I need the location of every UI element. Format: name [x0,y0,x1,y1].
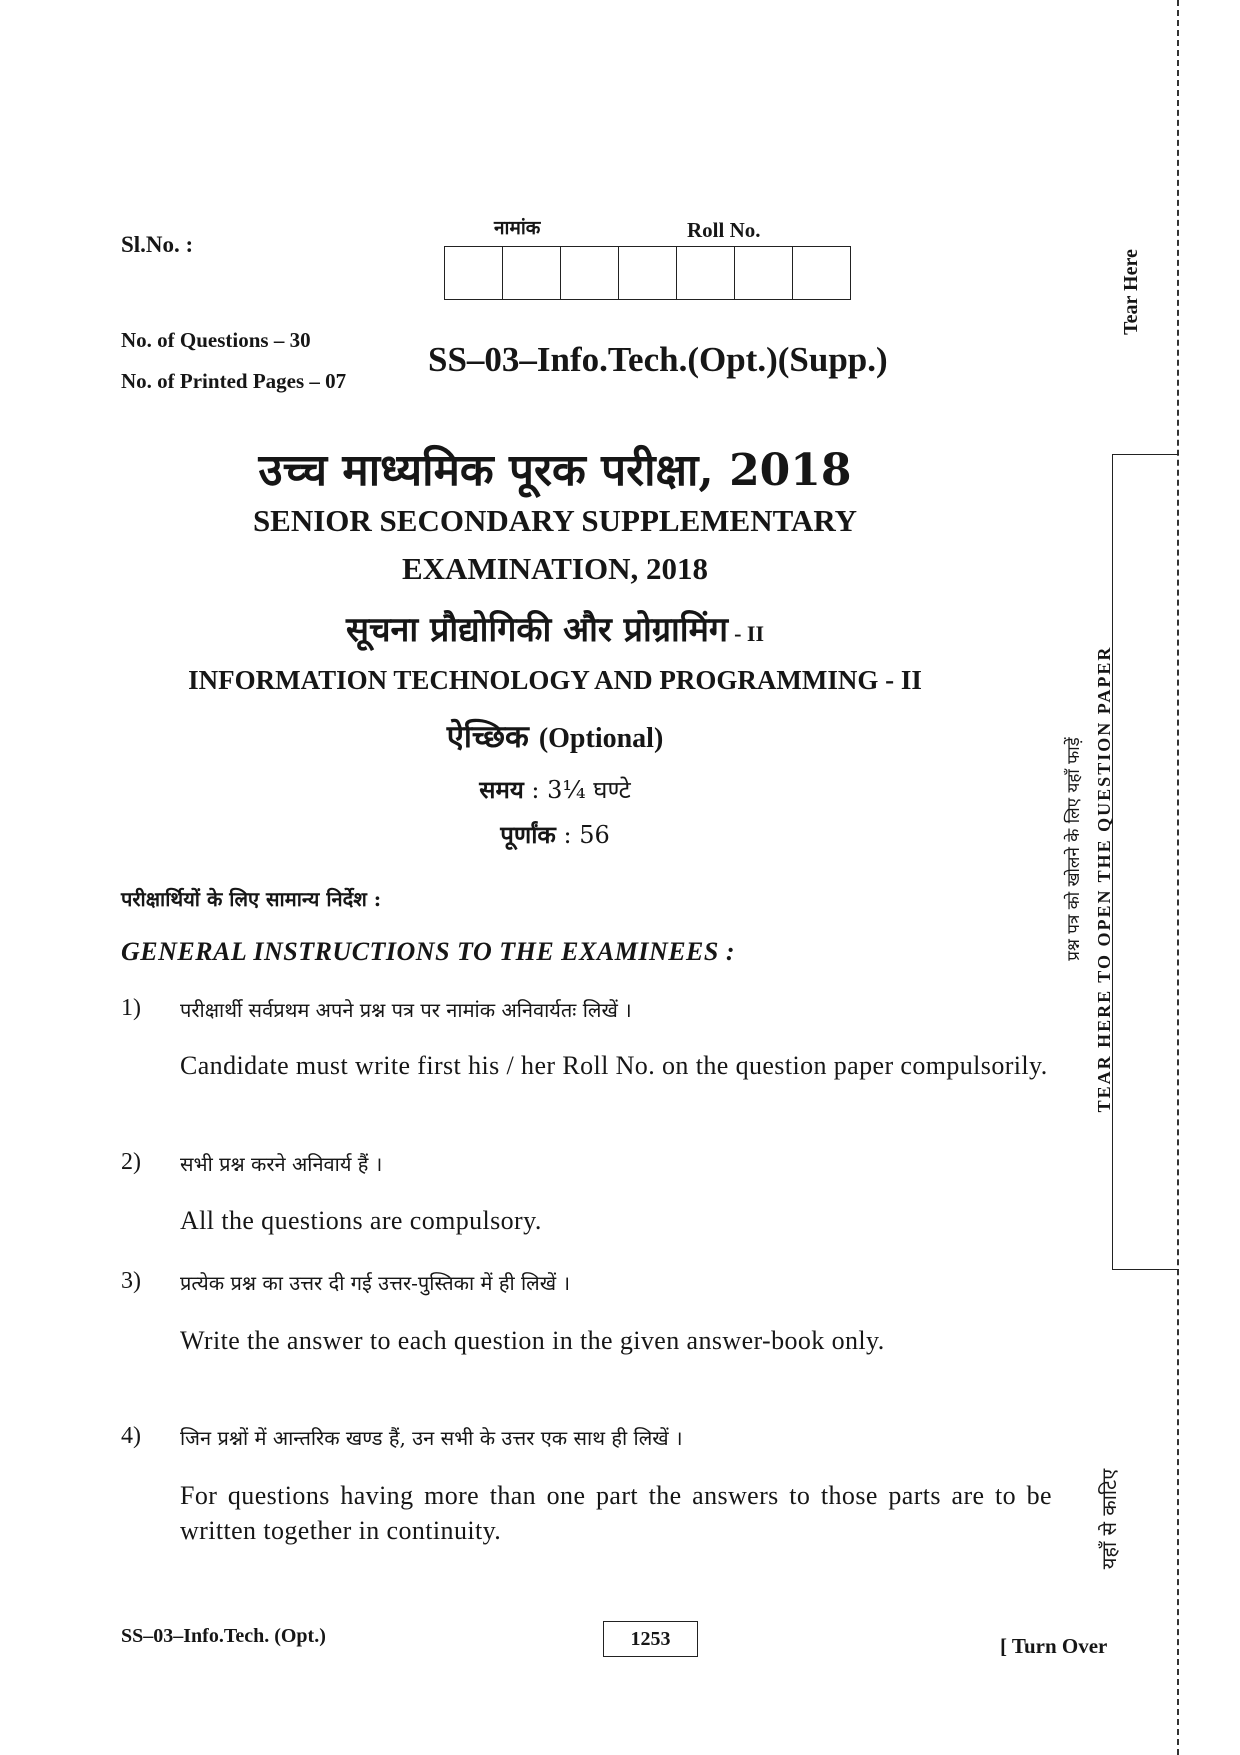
instruction-hindi: प्रत्येक प्रश्न का उत्तर दी गई उत्तर-पुस्तिका में ही लिखें । [180,1271,571,1295]
footer-paper-number: 1253 [603,1621,698,1657]
footer-paper-code: SS–03–Info.Tech. (Opt.) [121,1625,326,1647]
time-allowed [0,773,1110,806]
instruction-text: All the questions are compulsory. [180,1206,542,1235]
subject-title-hindi: सूचना प्रौद्योगिकी और प्रोग्रामिंग [345,610,729,650]
optional-label: (Optional) [538,723,664,754]
maximum-marks [0,818,1110,851]
subject-title-hindi-row [0,605,1110,651]
roll-digit-box[interactable] [677,247,735,299]
instruction-text: For questions having more than one part the answers to those parts are to be written together in continuity. [180,1481,1052,1545]
exam-title-line-2: EXAMINATION, 2018 [402,551,708,586]
marks-value: : 56 [563,821,610,849]
tear-instruction: TEAR HERE TO OPEN THE QUESTION PAPER [1094,645,1114,1113]
roll-number-label-hindi: नामांक [494,217,541,239]
roll-digit-box[interactable] [735,247,793,299]
number-of-printed-pages: No. of Printed Pages – 07 [121,369,347,393]
instruction-number: 2) [121,1149,141,1175]
instruction-number: 1) [121,995,141,1021]
time-value: : 3¼ घण्टे [531,776,631,804]
instruction-number: 4) [121,1423,141,1449]
instructions-heading: GENERAL INSTRUCTIONS TO THE EXAMINEES : [121,937,736,966]
instruction-number: 3) [121,1268,141,1294]
roll-number-boxes[interactable] [444,246,851,300]
tear-instruction-hindi: प्रश्न पत्र को खोलने के लिए यहाँ फाड़ें [1064,737,1084,961]
roll-digit-box[interactable] [445,247,503,299]
instruction-hindi: परीक्षार्थी सर्वप्रथम अपने प्रश्न पत्र पर नामांक अनिवार्यतः लिखें । [180,998,632,1022]
tear-instruction-box [1112,454,1179,1270]
number-of-questions: No. of Questions – 30 [121,328,311,352]
tear-here-label: Tear Here [1120,249,1142,335]
turn-over-label: [ Turn Over [1000,1634,1108,1658]
instruction-hindi: सभी प्रश्न करने अनिवार्य हैं । [180,1152,383,1176]
optional-label-hindi: ऐच्छिक [446,719,529,755]
subject-title: INFORMATION TECHNOLOGY AND PROGRAMMING - II [188,665,922,695]
instruction-text: Write the answer to each question in the given answer-book only. [180,1326,885,1355]
instruction-text: Candidate must write first his / her Roll No. on the question paper compulsorily. [180,1051,1048,1080]
subject-part-suffix: - II [734,621,765,646]
paper-code: SS–03–Info.Tech.(Opt.)(Supp.) [428,340,888,379]
instructions-heading-hindi: परीक्षार्थियों के लिए सामान्य निर्देश : [121,887,382,911]
exam-title-line-1: SENIOR SECONDARY SUPPLEMENTARY [252,503,858,538]
exam-title-hindi: उच्च माध्यमिक पूरक परीक्षा, 2018 [258,445,852,496]
serial-number-label: Sl.No. : [121,232,194,257]
roll-digit-box[interactable] [619,247,677,299]
roll-digit-box[interactable] [503,247,561,299]
roll-number-label: Roll No. [687,218,761,242]
instruction-hindi: जिन प्रश्नों में आन्तरिक खण्ड हैं, उन सभी के उत्तर एक साथ ही लिखें । [180,1426,683,1450]
cut-here-label-hindi: यहाँ से काटिए [1097,1468,1121,1570]
optional-row [0,715,1110,757]
roll-digit-box[interactable] [561,247,619,299]
time-label: समय [479,775,524,804]
marks-label: पूर्णांक [500,820,556,849]
roll-digit-box[interactable] [793,247,850,299]
